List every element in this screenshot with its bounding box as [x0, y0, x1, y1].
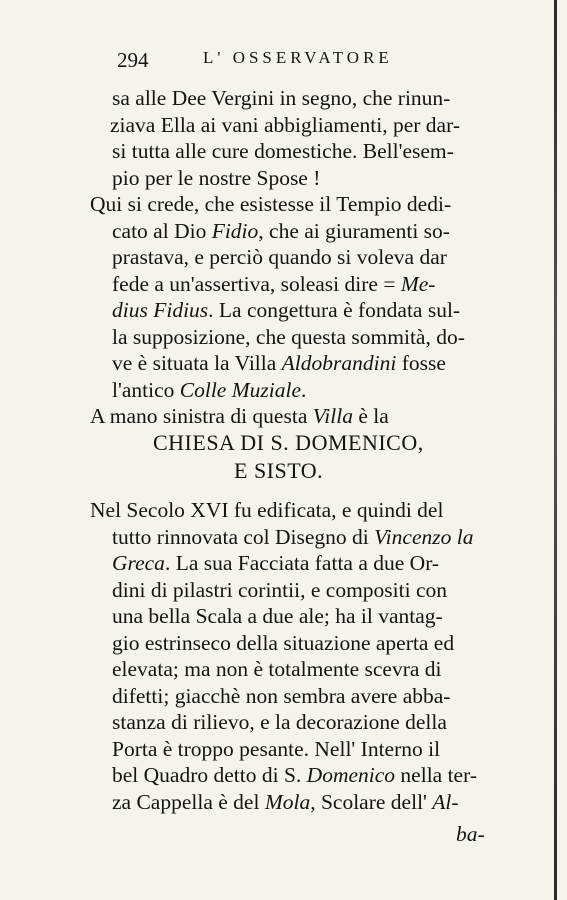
text-line: [112, 682, 450, 710]
line-text: l'antico: [112, 377, 180, 402]
line-text: . La sua Facciata fatta a due Or-: [164, 551, 440, 575]
text-line: [112, 761, 477, 789]
text-line: [112, 164, 320, 192]
line-text: dini di pilastri corintii, e compositi con: [112, 577, 447, 602]
line-text: Nel Secolo XVI fu edificata, e quindi del: [90, 498, 444, 522]
catchword: ba-: [456, 822, 485, 846]
line-text: nella ter-: [395, 763, 477, 787]
line-text: A mano sinistra di questa: [90, 404, 313, 428]
text-line: [112, 349, 446, 377]
line-text: . La congettura è fondata sul-: [208, 298, 461, 322]
line-text: sa alle Dee Vergini in segno, che rinun-: [112, 86, 451, 110]
text-line: [112, 523, 473, 551]
page-header: [117, 48, 437, 76]
text-line: [110, 111, 460, 139]
text-line: [112, 735, 440, 763]
line-text: Qui si crede, che esistesse il Tempio dedi-: [90, 192, 452, 216]
line-text: cato al Dio: [112, 218, 212, 243]
line-text: fede a un'assertiva, soleasi dire =: [112, 271, 401, 296]
line-text: tutto rinnovata col Disegno di: [112, 524, 375, 549]
line-text: si tutta alle cure domestiche. Bell'esem-: [112, 139, 454, 163]
text-line: [112, 84, 450, 112]
text-line: [112, 217, 450, 245]
text-line: [112, 270, 435, 298]
line-text: è la: [352, 404, 389, 428]
text-line: [112, 602, 443, 630]
line-text: , Scolare dell': [310, 789, 433, 814]
italic-text: Fidio: [211, 218, 259, 243]
line-text: una bella Scala a due ale; ha il vantag-: [112, 604, 443, 628]
line-text: la supposizione, che questa sommità, do-: [112, 324, 465, 349]
text-line: [112, 323, 465, 351]
text-line: [112, 629, 454, 657]
text-line: [112, 243, 447, 271]
italic-text: Colle Muziale: [179, 377, 301, 402]
text-line: [90, 190, 451, 218]
text-line: [112, 655, 442, 683]
line-text: gio estrinseco della situazione aperta ed: [112, 630, 455, 655]
line-text: za Cappella è del: [112, 789, 265, 814]
line-text: prastava, e perciò quando si voleva dar: [112, 245, 447, 269]
italic-text: dius Fidius: [112, 298, 209, 322]
italic-text: Domenico: [306, 763, 396, 787]
section-heading-line-2: E SISTO.: [234, 458, 324, 483]
text-line: [112, 376, 306, 404]
page-edge: [554, 0, 557, 900]
text-line: [112, 137, 454, 165]
text-line: [112, 576, 447, 604]
line-text: , che ai giuramenti so-: [258, 218, 450, 243]
line-text: .: [301, 377, 307, 402]
text-line: [112, 708, 447, 736]
italic-text: Al-: [432, 789, 459, 814]
line-text: bel Quadro detto di S.: [112, 763, 307, 787]
section-heading-line-1: CHIESA DI S. DOMENICO,: [153, 430, 424, 455]
text-line: [112, 549, 439, 577]
line-text: elevata; ma non è totalmente scevra di: [112, 657, 442, 681]
running-title: L' OSSERVATORE: [203, 48, 393, 67]
line-text: ve è situata la Villa: [112, 351, 282, 375]
text-line: [112, 788, 459, 816]
text-line: [90, 402, 389, 430]
line-text: Porta è troppo pesante. Nell' Interno il: [112, 736, 441, 761]
line-text: ziava Ella ai vani abbigliamenti, per dar-: [110, 112, 460, 137]
italic-text: Vincenzo la: [374, 524, 474, 549]
page-number: 294: [117, 48, 149, 72]
italic-text: Me-: [400, 271, 436, 296]
italic-text: Mola: [264, 789, 311, 814]
line-text: pio per le nostre Spose !: [112, 165, 321, 190]
italic-text: Greca: [112, 551, 165, 575]
line-text: stanza di rilievo, e la decorazione della: [112, 710, 447, 734]
italic-text: Aldobrandini: [281, 351, 397, 375]
line-text: difetti; giacchè non sembra avere abba-: [112, 683, 451, 708]
line-text: fosse: [396, 351, 446, 375]
italic-text: Villa: [312, 404, 353, 428]
text-line: [112, 296, 460, 324]
text-line: [90, 496, 443, 524]
